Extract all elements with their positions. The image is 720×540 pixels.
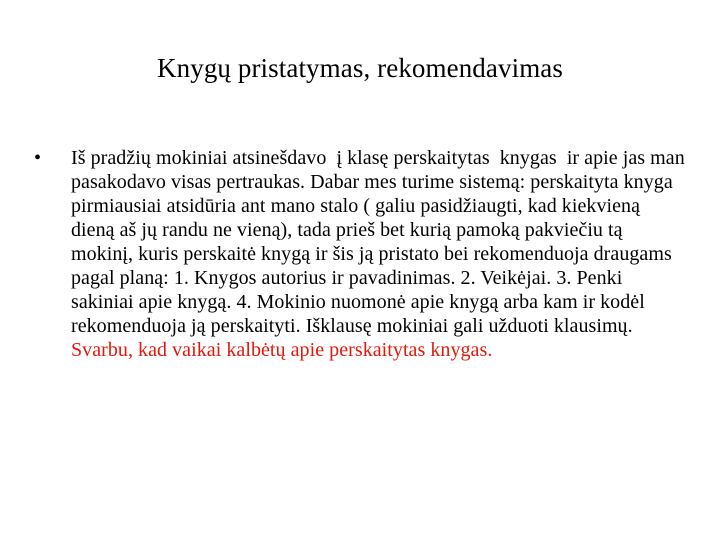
bullet-list — [34, 146, 688, 362]
paragraph-text: Iš pradžių mokiniai atsinešdavo į klasę perskaitytas knygas ir apie jas man pasakodavo visas pertraukas. Dabar mes turime sistemą: perskaityta knyga pirmiausiai atsidūria ant mano stalo ( galiu pasidžiaugti, kad kiekvieną dieną aš jų randu ne vieną), tada prieš bet kurią pamoką pakviečiu tą mokinį, kuris perskaitė knygą ir šis ją pristato bei rekomenduoja draugams pagal planą: 1. Knygos autorius ir pavadinimas. 2. Veikėjai. 3. Penki sakiniai apie knygą. 4. Mokinio nuomonė apie knygą arba kam ir kodėl rekomenduoja ją perskaityti. Išklausę mokiniai gali užduoti klausimų. — [71, 147, 690, 337]
paragraph-highlight-text: Svarbu, kad vaikai kalbėtų apie perskaitytas knygas. — [71, 339, 493, 361]
slide-title: Knygų pristatymas, rekomendavimas — [157, 53, 563, 83]
bullet-paragraph — [34, 146, 688, 362]
bullet-marker: • — [34, 147, 42, 169]
